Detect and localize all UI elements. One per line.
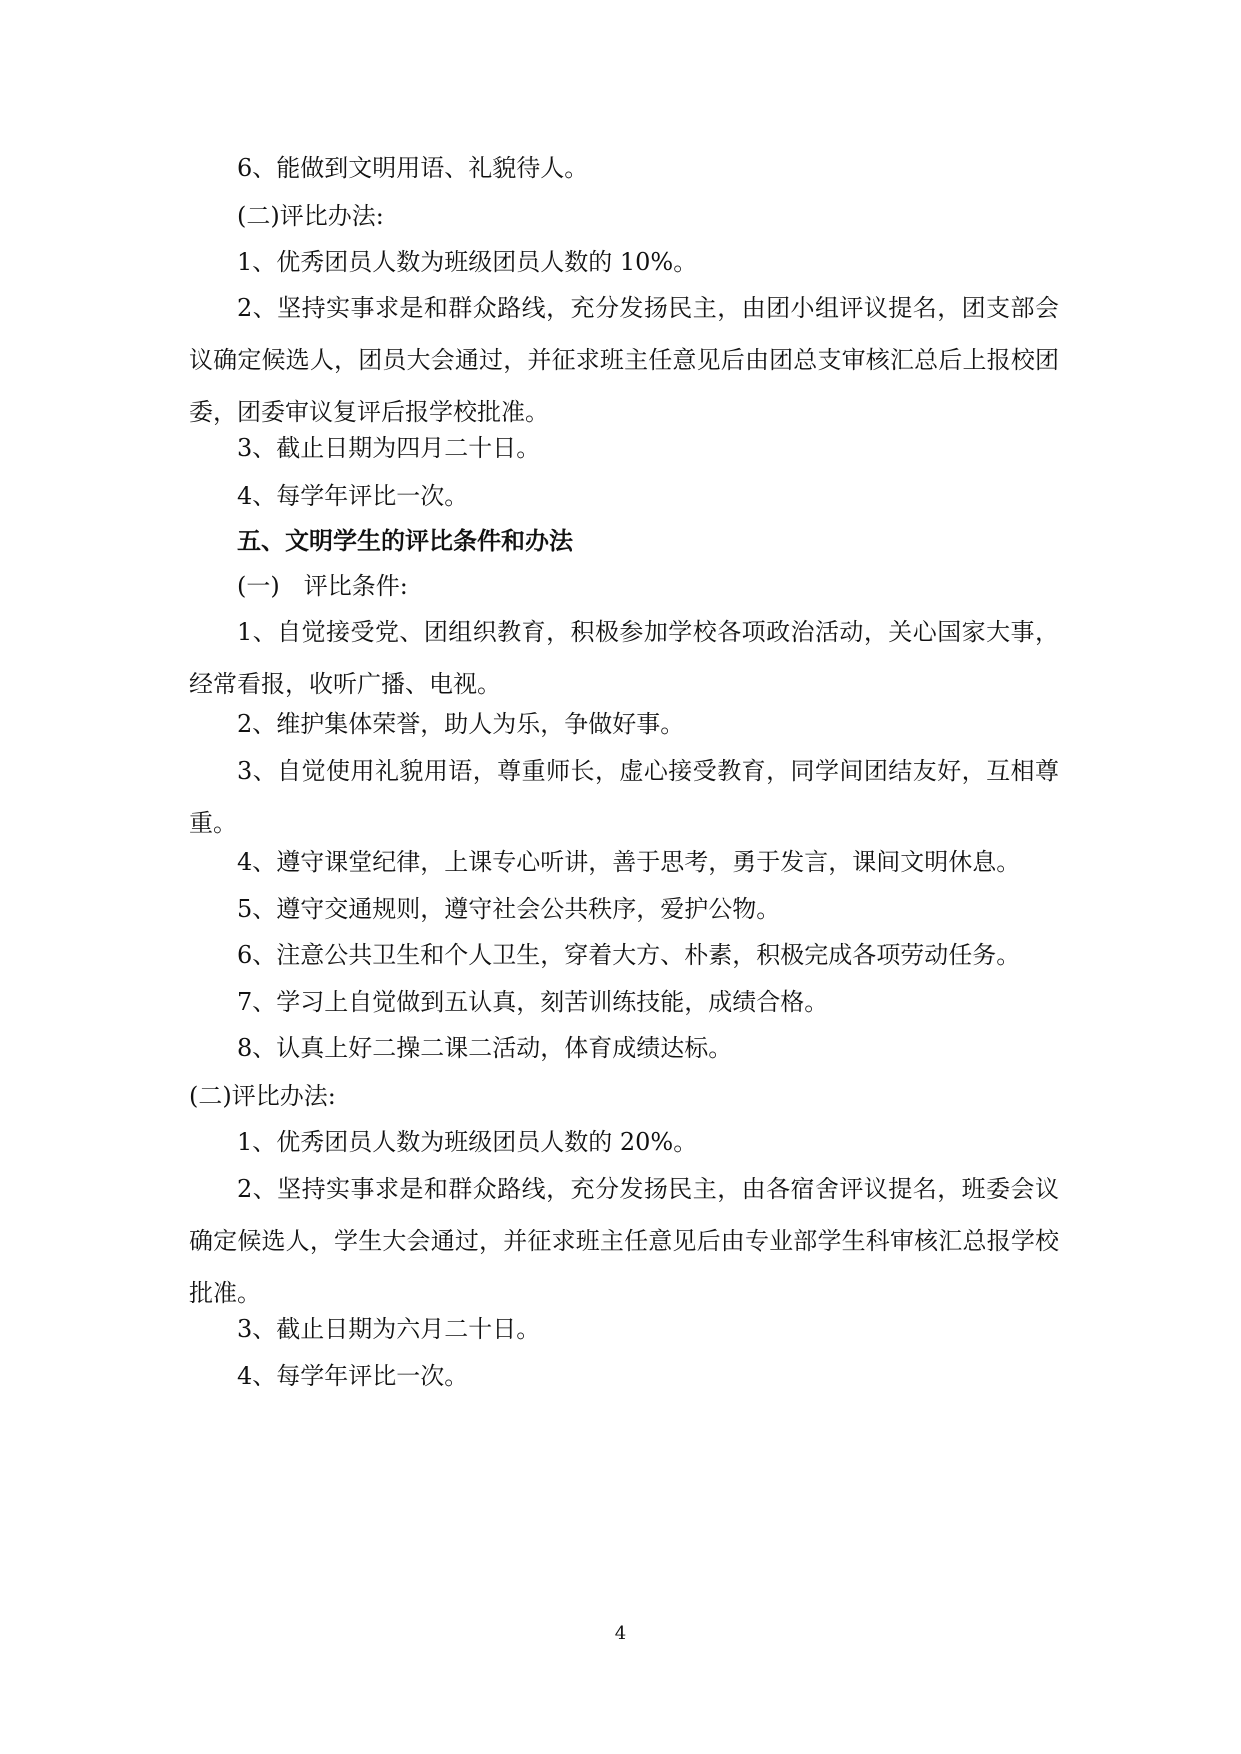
paragraph-nomination-process-students: 2、坚持实事求是和群众路线，充分发扬民主，由各宿舍评议提名，班委会议确定候选人，学生大会通过，并征求班主任意见后由专业部学生科审核汇总报学校批准。	[189, 1175, 1059, 1307]
paragraph-criteria-7: 7、学习上自觉做到五认真，刻苦训练技能，成绩合格。	[237, 988, 829, 1016]
paragraph-criteria-6: 6、注意公共卫生和个人卫生，穿着大方、朴素，积极完成各项劳动任务。	[237, 941, 1021, 969]
paragraph-criteria-4: 4、遵守课堂纪律，上课专心听讲，善于思考，勇于发言，课间文明休息。	[237, 848, 1021, 876]
paragraph-criteria-2: 2、维护集体荣誉，助人为乐，争做好事。	[237, 710, 685, 738]
subheading-evaluation-criteria: (一) 评比条件:	[237, 572, 408, 600]
paragraph-item-6-courtesy: 6、能做到文明用语、礼貌待人。	[237, 154, 589, 182]
paragraph-criteria-8: 8、认真上好二操二课二活动，体育成绩达标。	[237, 1034, 733, 1062]
paragraph-nomination-process-league: 2、坚持实事求是和群众路线，充分发扬民主，由团小组评议提名，团支部会议确定候选人，团员大会通过，并征求班主任意见后由团总支审核汇总后上报校团委，团委审议复评后报学校批准。	[189, 294, 1059, 426]
subheading-evaluation-method-2: (二)评比办法:	[189, 1082, 336, 1110]
section-heading-civilized-students: 五、文明学生的评比条件和办法	[237, 527, 573, 555]
paragraph-criteria-1: 1、自觉接受党、团组织教育，积极参加学校各项政治活动，关心国家大事，经常看报，收听广播、电视。	[189, 618, 1059, 698]
paragraph-annual-evaluation: 4、每学年评比一次。	[237, 482, 469, 510]
paragraph-deadline-april: 3、截止日期为四月二十日。	[237, 434, 541, 462]
paragraph-criteria-3: 3、自觉使用礼貌用语，尊重师长，虚心接受教育，同学间团结友好，互相尊重。	[189, 757, 1059, 837]
paragraph-quota-20-percent: 1、优秀团员人数为班级团员人数的 20%。	[237, 1128, 698, 1156]
page-number: 4	[614, 1623, 627, 1644]
paragraph-quota-10-percent: 1、优秀团员人数为班级团员人数的 10%。	[237, 248, 698, 276]
paragraph-deadline-june: 3、截止日期为六月二十日。	[237, 1315, 541, 1343]
paragraph-criteria-5: 5、遵守交通规则，遵守社会公共秩序，爱护公物。	[237, 895, 781, 923]
subheading-evaluation-method: (二)评比办法:	[237, 202, 384, 230]
paragraph-annual-evaluation-2: 4、每学年评比一次。	[237, 1362, 469, 1390]
